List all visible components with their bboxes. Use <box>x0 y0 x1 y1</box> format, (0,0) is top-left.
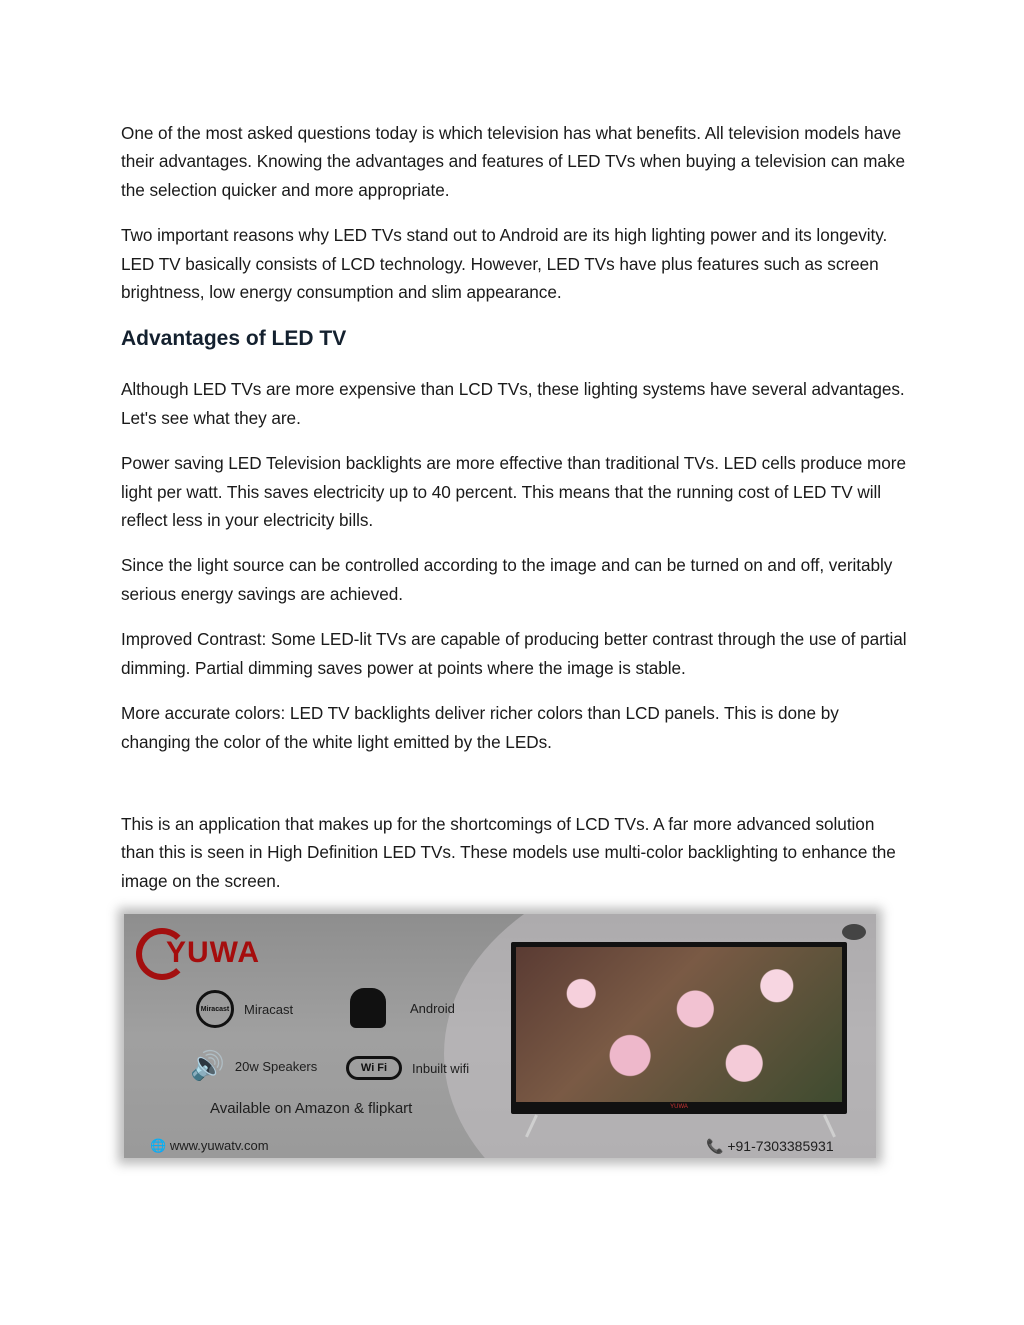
body-paragraph-1: Although LED TVs are more expensive than LCD TVs, these lighting systems have several advantages. Let's see what they are. <box>121 379 905 428</box>
closing-paragraph: This is an application that makes up for the shortcomings of LCD TVs. A far more advanced solution than this is seen in High Definition LED TVs. These models use multi-color backlighting to enhance the image on the screen. <box>121 813 896 891</box>
feature-label-speakers: 20w Speakers <box>234 1058 318 1074</box>
body-paragraph-5: More accurate colors: LED TV backlights deliver richer colors than LCD panels. This is done by changing the color of the white light emitted by the LEDs. <box>121 703 839 752</box>
spacer <box>121 773 911 810</box>
miracast-icon: Miracast <box>196 990 234 1028</box>
decorative-dot <box>842 924 866 940</box>
phone-text: 📞 +91-7303385931 <box>706 1138 834 1154</box>
android-icon <box>350 988 386 1028</box>
document-body <box>121 119 911 912</box>
website-url: www.yuwatv.com <box>169 1138 269 1153</box>
feature-wifi <box>346 1056 469 1080</box>
logo-text: YUWA <box>166 936 260 969</box>
wifi-icon: Wi Fi <box>346 1056 402 1080</box>
body-paragraph-4: Improved Contrast: Some LED-lit TVs are capable of producing better contrast through the use of partial dimming. Partial dimming saves power at points where the image is stable. <box>121 629 907 678</box>
feature-label-miracast: Miracast <box>244 1001 294 1017</box>
feature-speakers <box>190 1052 317 1080</box>
yuwa-logo <box>136 924 336 984</box>
intro-paragraph-2: Two important reasons why LED TVs stand out to Android are its high lighting power and its longevity. LED TV basically consists of LCD technology. However, LED TVs have plus features such as screen brightness, low energy consumption and slim appearance. <box>121 225 888 303</box>
body-paragraph-3: Since the light source can be controlled according to the image and can be turned on and off, veritably serious energy savings are achieved. <box>121 555 893 604</box>
section-heading: Advantages of LED TV <box>121 327 347 351</box>
tv-screen-blossoms <box>516 947 842 1102</box>
speaker-icon: 🔊 <box>190 1050 225 1081</box>
website-text: 🌐 www.yuwatv.com <box>150 1138 269 1153</box>
tv-illustration <box>511 942 847 1114</box>
intro-paragraph-1: One of the most asked questions today is which television has what benefits. All television models have their advantages. Knowing the advantages and features of LED TVs when buying a television can make the selection quicker and more appropriate. <box>121 123 905 200</box>
availability-text: Available on Amazon & flipkart <box>210 1100 413 1117</box>
feature-label-wifi: Inbuilt wifi <box>412 1060 470 1076</box>
feature-miracast <box>196 990 293 1028</box>
product-banner-image <box>124 914 876 1158</box>
body-paragraph-2: Power saving LED Television backlights are more effective than traditional TVs. LED cells produce more light per watt. This saves electricity up to 40 percent. This means that the running cost of LED TV will reflect less in your electricity bills. <box>121 453 906 531</box>
phone-number: +91-7303385931 <box>727 1138 834 1154</box>
tv-brand: YUWA <box>670 1104 688 1110</box>
feature-android <box>350 988 455 1028</box>
feature-label-android: Android <box>410 1000 455 1016</box>
